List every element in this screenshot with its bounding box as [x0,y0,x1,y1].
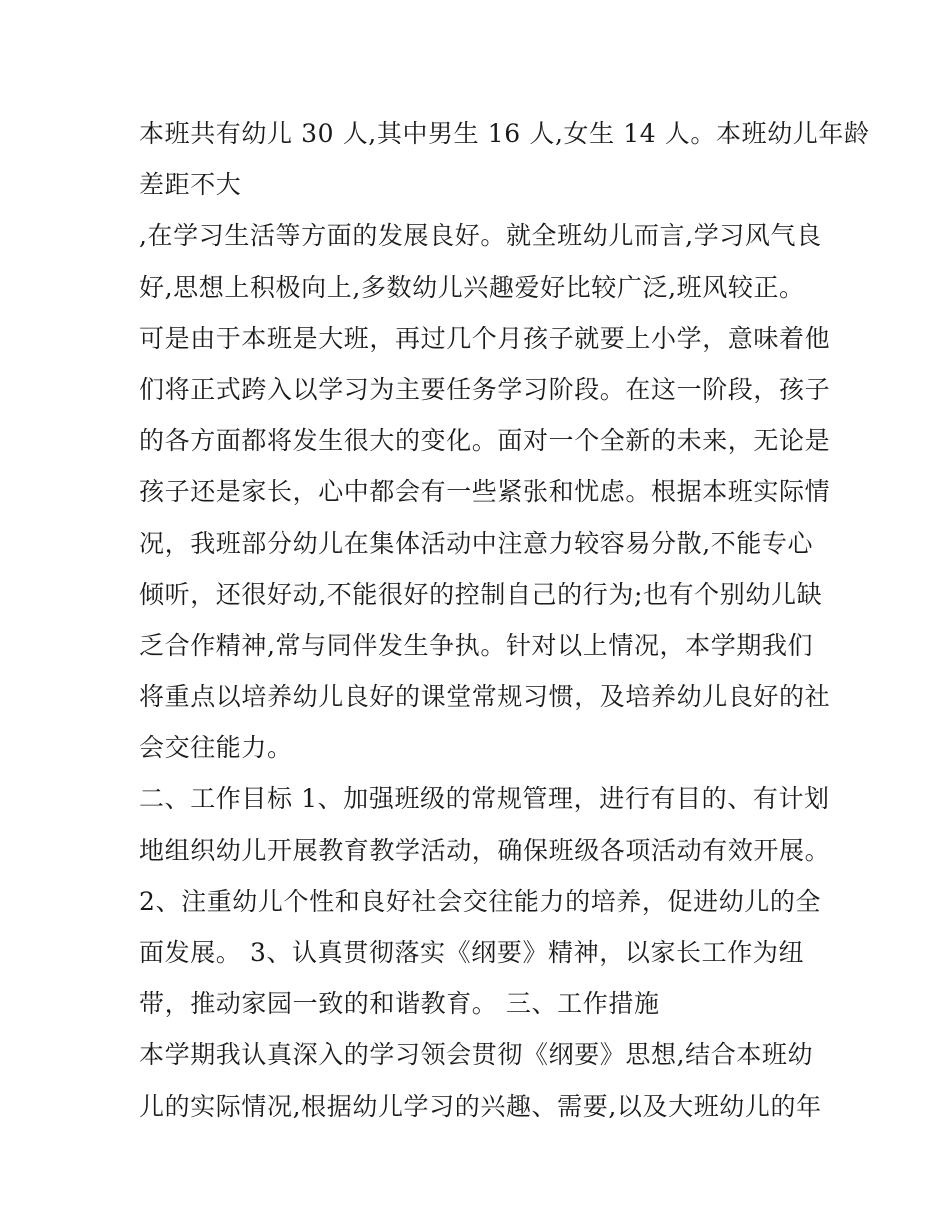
text-line: 2、注重幼儿个性和良好社会交往能力的培养，促进幼儿的全 [139,886,822,916]
text-line: 面发展。 3、认真贯彻落实《纲要》精神，以家长工作为纽 [139,938,805,967]
text-line: 可是由于本班是大班，再过几个月孩子就要上小学，意味着他 [139,323,831,353]
text-line: 的各方面都将发生很大的变化。面对一个全新的未来，无论是 [139,426,831,456]
text-line: 倾听，还很好动,不能很好的控制自己的行为;也有个别幼儿缺 [139,579,823,609]
text-line: 二、工作目标 1、加强班级的常规管理，进行有目的、有计划 [139,784,830,814]
text-line: ,在学习生活等方面的发展良好。就全班幼儿而言,学习风气良 [139,221,822,251]
text-line: 孩子还是家长，心中都会有一些紧张和忧虑。根据本班实际情 [139,477,831,507]
text-line: 本班共有幼儿 30 人,其中男生 16 人,女生 14 人。本班幼儿年龄 [139,119,870,148]
text-line: 乏合作精神,常与同伴发生争执。针对以上情况，本学期我们 [139,630,814,660]
text-line: 好,思想上积极向上,多数幼儿兴趣爱好比较广泛,班风较正。 [139,272,805,302]
text-line: 况，我班部分幼儿在集体活动中注意力较容易分散,不能专心 [139,528,814,558]
text-line: 本学期我认真深入的学习领会贯彻《纲要》思想,结合本班幼 [139,1040,814,1070]
text-line: 儿的实际情况,根据幼儿学习的兴趣、需要,以及大班幼儿的年 [139,1091,822,1121]
text-line: 地组织幼儿开展教育教学活动，确保班级各项活动有效开展。 [139,835,831,865]
text-line: 会交往能力。 [139,733,293,763]
text-line: 将重点以培养幼儿良好的课堂常规习惯，及培养幼儿良好的社 [139,682,831,712]
text-line: 们将正式跨入以学习为主要任务学习阶段。在这一阶段，孩子 [139,374,831,404]
text-line: 差距不大 [139,170,242,200]
body-text [139,108,870,1132]
text-line: 带，推动家园一致的和谐教育。 三、工作措施 [139,989,660,1019]
